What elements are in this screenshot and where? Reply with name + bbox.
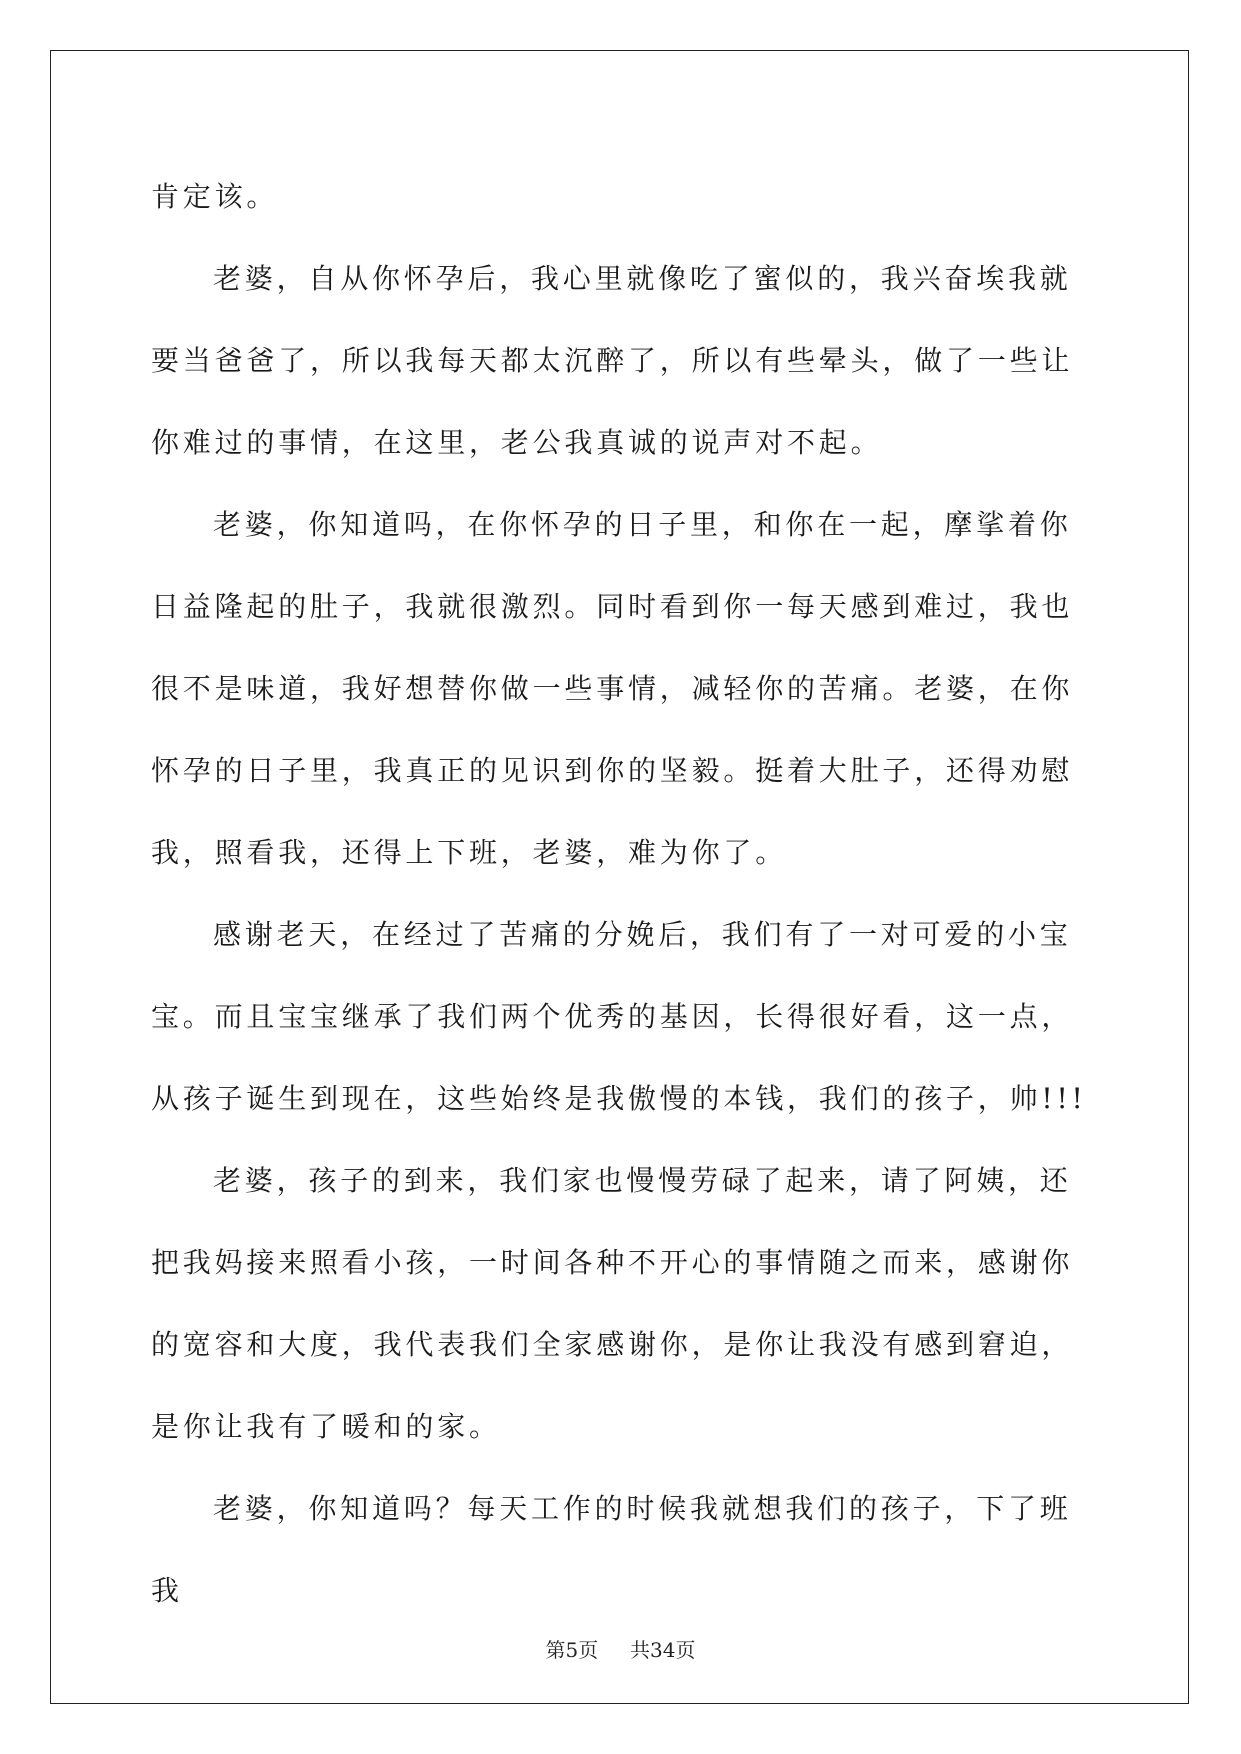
paragraph-1: 肯定该。 (151, 180, 279, 213)
paragraph-2: 老婆，自从你怀孕后，我心里就像吃了蜜似的，我兴奋埃我就要当爸爸了，所以我每天都太沉醉了，所以有些晕头，做了一些让你难过的事情，在这里，老公我真诚的说声对不起。 (151, 262, 1074, 459)
page-total: 共34页 (630, 1638, 696, 1662)
paragraph-3: 老婆，你知道吗，在你怀孕的日子里，和你在一起，摩挲着你日益隆起的肚子，我就很激烈。同时看到你一每天感到难过，我也很不是味道，我好想替你做一些事情，减轻你的苦痛。老婆，在你怀孕的日子里，我真正的见识到你的坚毅。挺着大肚子，还得劝慰我，照看我，还得上下班，老婆，难为你了。 (151, 508, 1074, 869)
document-body (151, 156, 1091, 1632)
paragraph-5: 老婆，孩子的到来，我们家也慢慢劳碌了起来，请了阿姨，还把我妈接来照看小孩，一时间各种不开心的事情随之而来，感谢你的宽容和大度，我代表我们全家感谢你，是你让我没有感到窘迫，是你让我有了暖和的家。 (151, 1164, 1074, 1443)
page-number: 第5页 (545, 1638, 599, 1662)
page-footer (0, 1634, 1241, 1663)
paragraph-6: 老婆，你知道吗？每天工作的时候我就想我们的孩子，下了班我 (151, 1492, 1072, 1607)
paragraph-4: 感谢老天，在经过了苦痛的分娩后，我们有了一对可爱的小宝宝。而且宝宝继承了我们两个优秀的基因，长得很好看，这一点，从孩子诞生到现在，这些始终是我傲慢的本钱，我们的孩子，帅!!! (151, 918, 1087, 1115)
